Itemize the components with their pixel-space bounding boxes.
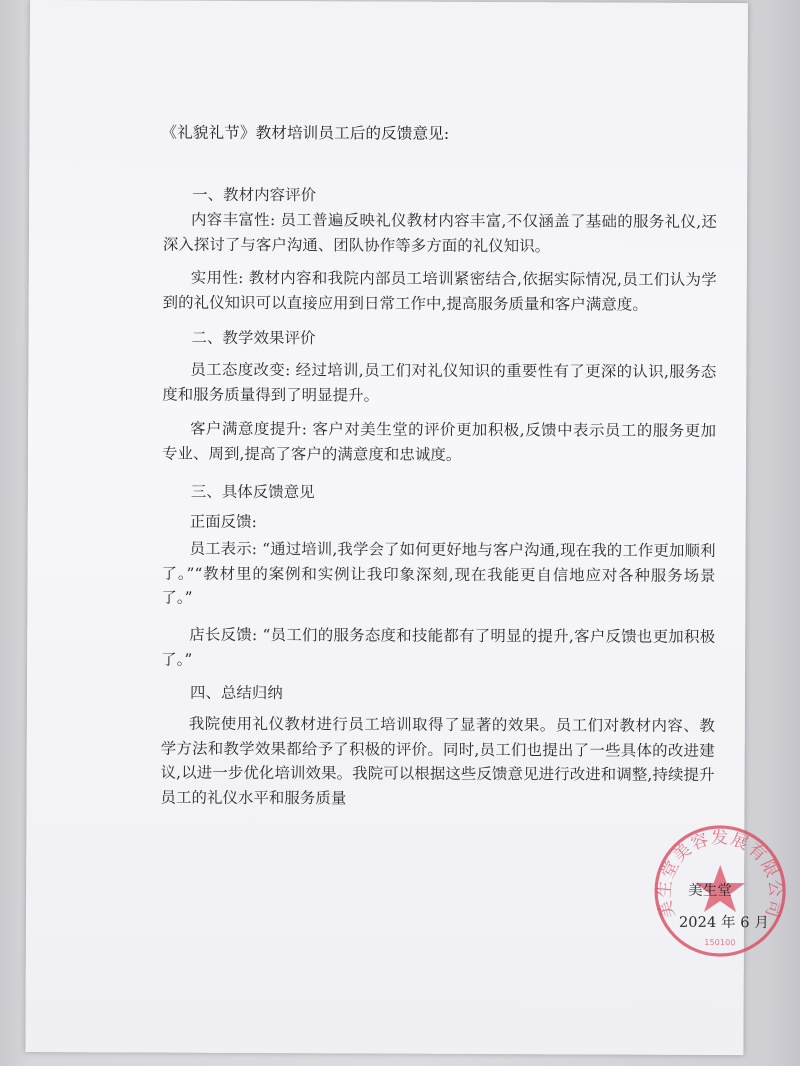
- document-title: 《礼貌礼节》教材培训员工后的反馈意见:: [161, 123, 450, 143]
- document-page: [25, 0, 786, 1055]
- section-heading-content-evaluation: 一、教材内容评价: [192, 185, 317, 205]
- paragraph-positive-feedback: 正面反馈:: [189, 512, 258, 531]
- paragraph-employee-quote: 员工表示: “通过培训,我学会了如何更好地与客户沟通,现在我的工作更加顺利了。”“教材里的案例和实例让我印象深刻,现在我能更自信地应对各种服务场景了。”: [161, 539, 716, 607]
- paragraph-summary: 我院使用礼仪教材进行员工培训取得了显著的效果。员工们对教材内容、教学方法和教学效果都给予了积极的评价。同时,员工们也提出了一些具体的改进建议,以进一步优化培训效果。我院可以根据这些反馈意见进行改进和调整,持续提升员工的礼仪水平和服务质量: [160, 714, 715, 807]
- paragraph-customer-satisfaction: 客户满意度提升: 客户对美生堂的评价更加积极,反馈中表示员工的服务更加专业、周到,提高了客户的满意度和忠诚度。: [161, 419, 717, 464]
- section-heading-specific-feedback: 三、具体反馈意见: [190, 482, 315, 502]
- paragraph-attitude-change: 员工态度改变: 经过培训,员工们对礼仪知识的重要性有了更深的认识,服务态度和服务质量得到了明显提升。: [162, 360, 717, 405]
- paragraph-practicality: 实用性: 教材内容和我院内部员工培训紧密结合,依据实际情况,员工们认为学到的礼仪知识可以直接应用到日常工作中,提高服务质量和客户满意度。: [162, 268, 717, 314]
- section-heading-teaching-effect: 二、教学效果评价: [191, 328, 316, 348]
- paragraph-content-richness: 内容丰富性: 员工普遍反映礼仪教材内容丰富,不仅涵盖了基础的服务礼仪,还深入探讨了与客户沟通、团队协作等多方面的礼仪知识。: [162, 210, 718, 255]
- document-body: [160, 1, 786, 948]
- paragraph-manager-quote: 店长反馈: “员工们的服务态度和技能都有了明显的提升,客户反馈也更加积极了。”: [161, 625, 716, 669]
- signature-name: 美生堂: [688, 882, 732, 900]
- seal-number: 150100: [704, 937, 736, 948]
- section-heading-summary: 四、总结归纳: [189, 683, 283, 703]
- signature-date: 2024 年 6 月: [678, 914, 769, 932]
- seal-text: 美生堂美容发展有限公司: [654, 828, 786, 921]
